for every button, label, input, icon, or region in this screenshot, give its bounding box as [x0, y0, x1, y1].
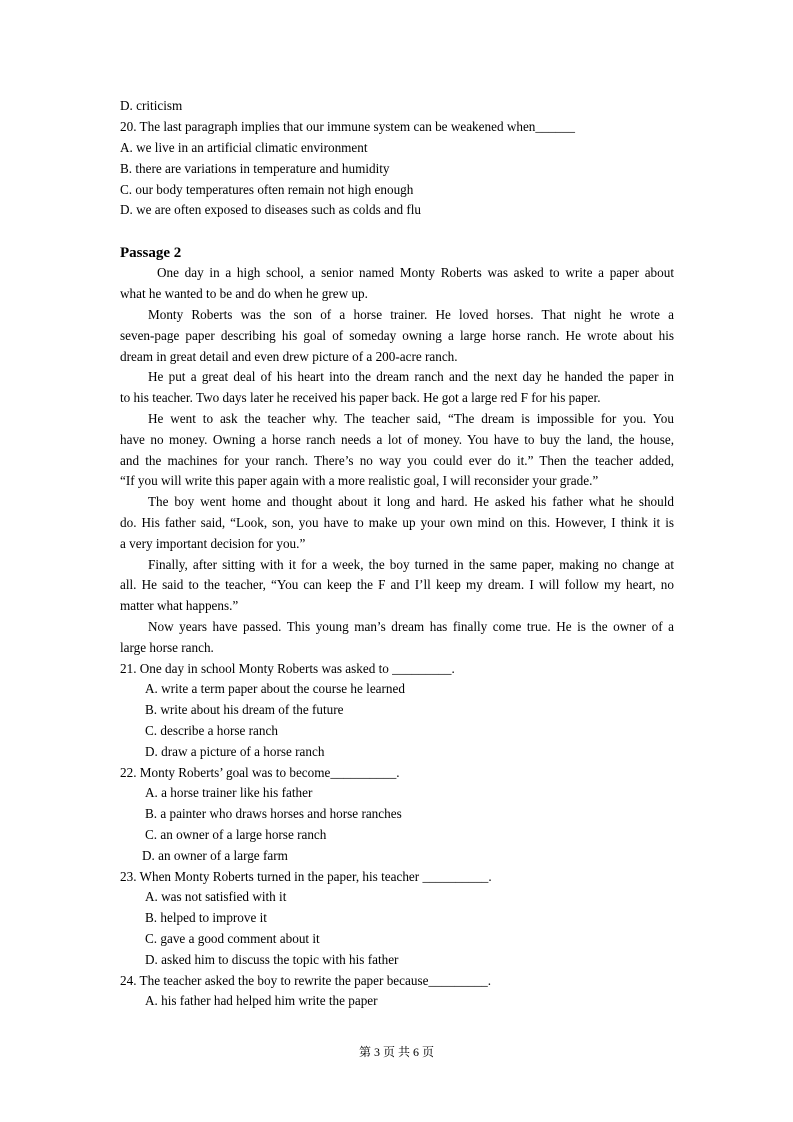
passage-line: Monty Roberts was the son of a horse trainer. He loved horses. That night he wrote a [148, 307, 674, 322]
q20-option-b: B. there are variations in temperature and humidity [120, 161, 390, 176]
q21-option-a: A. write a term paper about the course he learned [145, 681, 405, 696]
q23-option-d: D. asked him to discuss the topic with his father [145, 952, 399, 967]
passage-line: One day in a high school, a senior named Monty Roberts was asked to write a paper about [157, 265, 674, 280]
q20-option-c: C. our body temperatures often remain not high enough [120, 182, 414, 197]
q21-option-b: B. write about his dream of the future [145, 702, 344, 717]
q23-option-a: A. was not satisfied with it [145, 889, 287, 904]
q21-option-d: D. draw a picture of a horse ranch [145, 744, 325, 759]
q22-option-b: B. a painter who draws horses and horse ranches [145, 806, 402, 821]
q23-option-b: B. helped to improve it [145, 910, 267, 925]
passage-line: dream in great detail and even drew picture of a 200-acre ranch. [120, 349, 458, 364]
passage-line: large horse ranch. [120, 640, 214, 655]
q22-option-c: C. an owner of a large horse ranch [145, 827, 327, 842]
q24-option-a: A. his father had helped him write the paper [145, 993, 378, 1008]
q20-question: 20. The last paragraph implies that our immune system can be weakened when______ [120, 119, 575, 134]
q19-option-d: D. criticism [120, 98, 183, 113]
passage-line: a very important decision for you.” [120, 536, 306, 551]
q22-option-a: A. a horse trainer like his father [145, 785, 313, 800]
passage-line: The boy went home and thought about it long and hard. He asked his father what he should [148, 494, 674, 509]
passage-line: He went to ask the teacher why. The teacher said, “The dream is impossible for you. You [148, 411, 674, 426]
passage-line: have no money. Owning a horse ranch needs a lot of money. You have to buy the land, the house, [120, 432, 674, 447]
passage-line: to his teacher. Two days later he received his paper back. He got a large red F for his paper. [120, 390, 601, 405]
passage-title: Passage 2 [120, 245, 182, 261]
q22-option-d: D. an owner of a large farm [142, 848, 288, 863]
q20-option-d: D. we are often exposed to diseases such as colds and flu [120, 202, 422, 217]
passage-line: do. His father said, “Look, son, you have to make up your own mind on this. However, I think it is [120, 515, 674, 530]
passage-line: and the machines for your ranch. There’s no way you could ever do it.” Then the teacher added, [120, 453, 674, 468]
q23-option-c: C. gave a good comment about it [145, 931, 320, 946]
passage-line: seven-page paper describing his goal of someday owning a large horse ranch. He wrote about his [120, 328, 674, 343]
q23-question: 23. When Monty Roberts turned in the paper, his teacher __________. [120, 869, 492, 884]
q22-question: 22. Monty Roberts’ goal was to become__________. [120, 765, 400, 780]
passage-line: He put a great deal of his heart into the dream ranch and the next day he handed the paper in [148, 369, 674, 384]
q20-option-a: A. we live in an artificial climatic environment [120, 140, 368, 155]
q21-question: 21. One day in school Monty Roberts was asked to _________. [120, 661, 455, 676]
passage-line: “If you will write this paper again with a more realistic goal, I will reconsider your grade.” [120, 473, 599, 488]
passage-line: what he wanted to be and do when he grew up. [120, 286, 368, 301]
passage-line: Now years have passed. This young man’s dream has finally come true. He is the owner of a [148, 619, 674, 634]
page-indicator: 第 3 页 共 6 页 [358, 1045, 434, 1059]
passage-line: Finally, after sitting with it for a week, the boy turned in the same paper, making no change at [148, 557, 674, 572]
passage-line: all. He said to the teacher, “You can keep the F and I’ll keep my dream. I will follow my heart, no [120, 577, 674, 592]
q24-question: 24. The teacher asked the boy to rewrite the paper because_________. [120, 973, 492, 988]
passage-line: matter what happens.” [120, 598, 239, 613]
q21-option-c: C. describe a horse ranch [145, 723, 278, 738]
